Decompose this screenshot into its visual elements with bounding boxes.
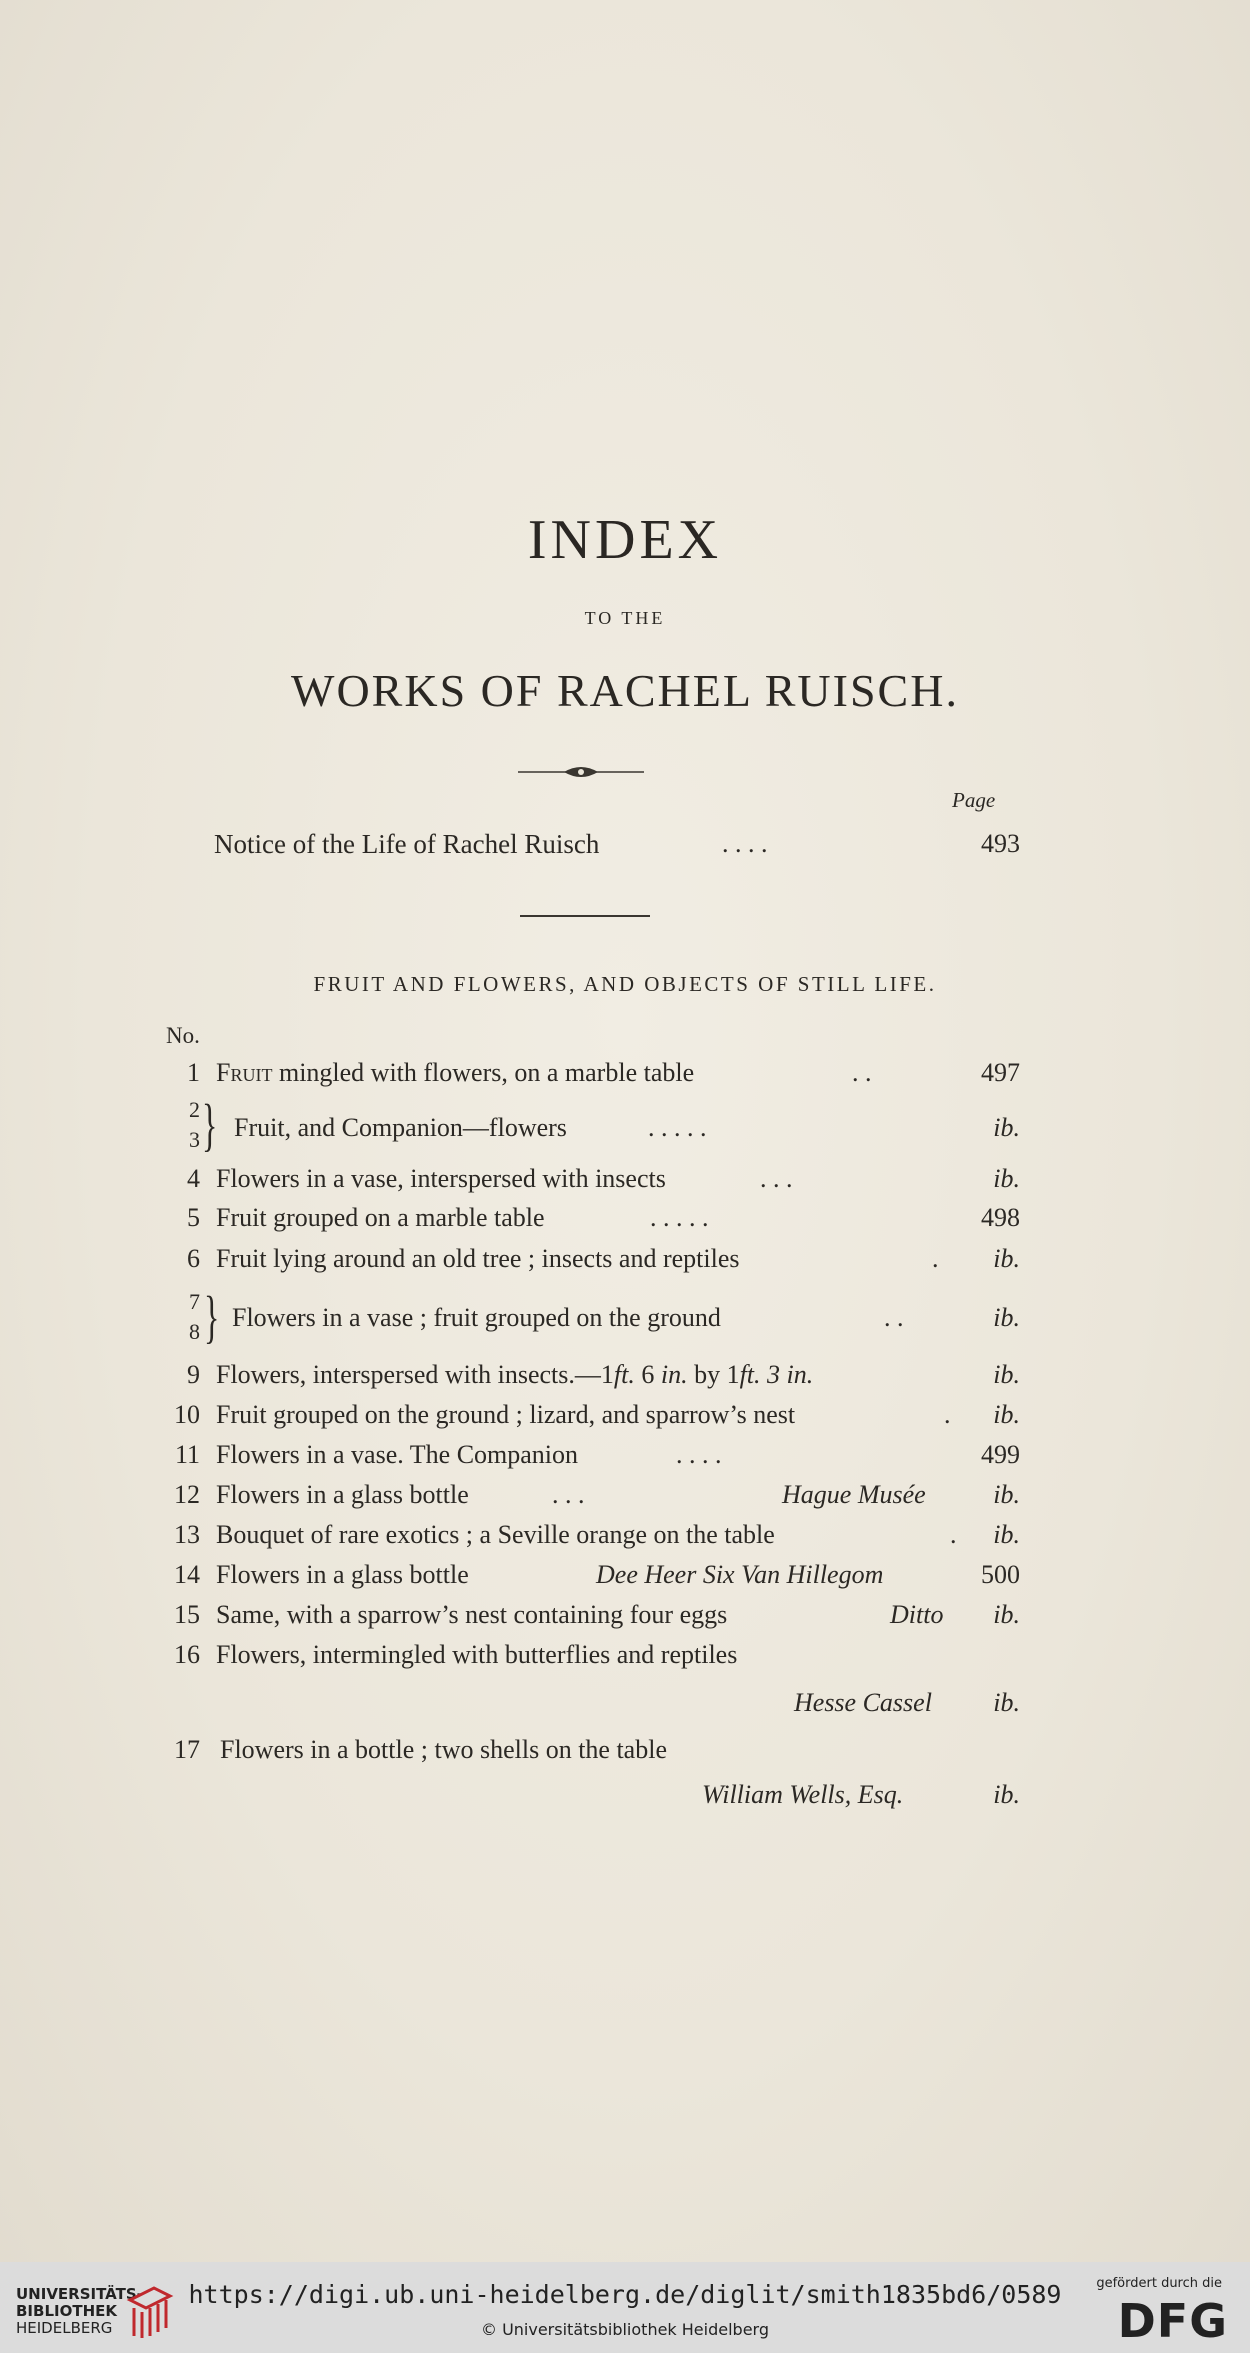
library-name-line: BIBLIOTHEK [16, 2302, 117, 2320]
to-the-subheading: TO THE [584, 608, 666, 628]
entry-leader-dots: . . [852, 1058, 872, 1087]
entry-owner: Dee Heer Six Van Hillegom [596, 1560, 884, 1589]
entry-page: ib. [993, 1360, 1020, 1389]
entry-number-second: 8 [189, 1319, 200, 1344]
copyright-text: © Universitätsbibliothek Heidelberg [480, 2320, 769, 2339]
entry-number: 11 [174, 1440, 200, 1469]
library-name-line: HEIDELBERG [16, 2319, 113, 2337]
entry-text: Fruit grouped on a marble table [216, 1203, 545, 1232]
entry-text: Flowers in a glass bottle [216, 1560, 469, 1589]
entry-number: 2 [189, 1097, 200, 1122]
entry-text: Bouquet of rare exotics ; a Seville orange on the table [216, 1520, 775, 1549]
entry-page: 497 [981, 1058, 1020, 1087]
entry-number: 12 [174, 1480, 200, 1509]
entry-leader-dots: . . . . . [648, 1113, 707, 1142]
unit-ft: ft. [613, 1360, 635, 1389]
entry-text: mingled with flowers, on a marble table [272, 1058, 695, 1087]
entry-page: ib. [993, 1303, 1020, 1332]
entry-leader-dots: . . . . [676, 1440, 722, 1469]
entry-number: 17 [174, 1735, 200, 1764]
entry-text: Fruit lying around an old tree ; insects and reptiles [216, 1244, 740, 1273]
entry-number: 7 [189, 1289, 200, 1314]
library-name-line: UNIVERSITÄTS- [16, 2285, 143, 2303]
section-rule [520, 915, 650, 917]
page-column-label: Page [952, 788, 996, 812]
entry-number: 10 [174, 1400, 200, 1429]
entry-page: ib. [993, 1480, 1020, 1509]
viewer-footer [0, 2262, 1250, 2353]
funding-note: gefördert durch die [1096, 2276, 1222, 2291]
brace-icon: } [202, 1092, 218, 1157]
entry-number: 1 [187, 1058, 200, 1087]
entry-text: Flowers in a glass bottle [216, 1480, 469, 1509]
notice-page-number: 493 [981, 829, 1020, 858]
entry-text: Flowers in a vase ; fruit grouped on the ground [232, 1303, 721, 1332]
entry-page: ib. [993, 1688, 1020, 1717]
entry-page: ib. [993, 1400, 1020, 1429]
entry-owner: Ditto [890, 1600, 944, 1629]
unit-ft: ft. [739, 1360, 761, 1389]
entry-text-part: by 1 [687, 1360, 740, 1389]
entry-page: ib. [993, 1600, 1020, 1629]
entry-first-word: Fruit [216, 1058, 273, 1087]
entry-owner: Hesse Cassel [794, 1688, 932, 1717]
entry-text-part: 6 [634, 1360, 661, 1389]
brace-icon: } [204, 1284, 220, 1349]
entry-number: 14 [174, 1560, 200, 1589]
section-title: FRUIT AND FLOWERS, AND OBJECTS OF STILL LIFE. [313, 972, 937, 996]
entry-text [216, 1360, 813, 1390]
unit-in: in. [786, 1360, 814, 1389]
ornament-divider-icon [518, 760, 644, 784]
index-heading: INDEX [527, 509, 723, 571]
entry-text-part: Flowers, interspersed with insects.—1 [216, 1360, 614, 1389]
entry-title [216, 1058, 694, 1088]
notice-text: Notice of the Life of Rachel Ruisch [214, 829, 600, 859]
dfg-logo: DFG [1117, 2294, 1228, 2348]
entry-text: Fruit, and Companion—flowers [234, 1113, 567, 1142]
entry-text: Flowers, intermingled with butterflies and reptiles [216, 1640, 738, 1669]
entry-page: ib. [993, 1113, 1020, 1142]
entry-page: ib. [993, 1520, 1020, 1549]
entry-number: 16 [174, 1640, 200, 1669]
entry-text: Same, with a sparrow’s nest containing four eggs [216, 1600, 728, 1629]
entry-text: Fruit grouped on the ground ; lizard, and sparrow’s nest [216, 1400, 796, 1429]
entry-leader-dots: . . . . . [650, 1203, 709, 1232]
entry-page: 498 [981, 1203, 1020, 1232]
entry-page: ib. [993, 1244, 1020, 1273]
entry-leader-dots: . . . [760, 1164, 793, 1193]
works-heading: WORKS OF RACHEL RUISCH. [291, 665, 959, 716]
entry-number: 9 [187, 1360, 200, 1389]
number-column-label: No. [166, 1023, 200, 1048]
entry-text: Flowers in a bottle ; two shells on the table [220, 1735, 667, 1764]
notice-leader-dots: . . . . [722, 829, 768, 858]
entry-page: 499 [981, 1440, 1020, 1469]
entry-owner: Hague Musée [782, 1480, 926, 1509]
entry-leader-dots: . [944, 1400, 951, 1429]
page-url-link[interactable]: https://digi.ub.uni-heidelberg.de/diglit/smith1835bd6/0589 [188, 2280, 1062, 2309]
entry-text-part: 3 [760, 1360, 787, 1389]
entry-leader-dots: . . . [552, 1480, 585, 1509]
entry-text: Flowers in a vase, interspersed with insects [216, 1164, 666, 1193]
unit-in: in. [660, 1360, 688, 1389]
entry-page: 500 [981, 1560, 1020, 1589]
entry-number: 5 [187, 1203, 200, 1232]
entry-leader-dots: . . [884, 1303, 904, 1332]
entry-number: 4 [187, 1164, 200, 1193]
entry-number-second: 3 [189, 1127, 200, 1152]
entry-page: ib. [993, 1780, 1020, 1809]
entry-number: 6 [187, 1244, 200, 1273]
entry-leader-dots: . [932, 1244, 939, 1273]
entry-owner: William Wells, Esq. [702, 1780, 904, 1809]
entry-page: ib. [993, 1164, 1020, 1193]
entry-number: 13 [174, 1520, 200, 1549]
entry-leader-dots: . [950, 1520, 957, 1549]
entry-text: Flowers in a vase. The Companion [216, 1440, 579, 1469]
entry-number: 15 [174, 1600, 200, 1629]
